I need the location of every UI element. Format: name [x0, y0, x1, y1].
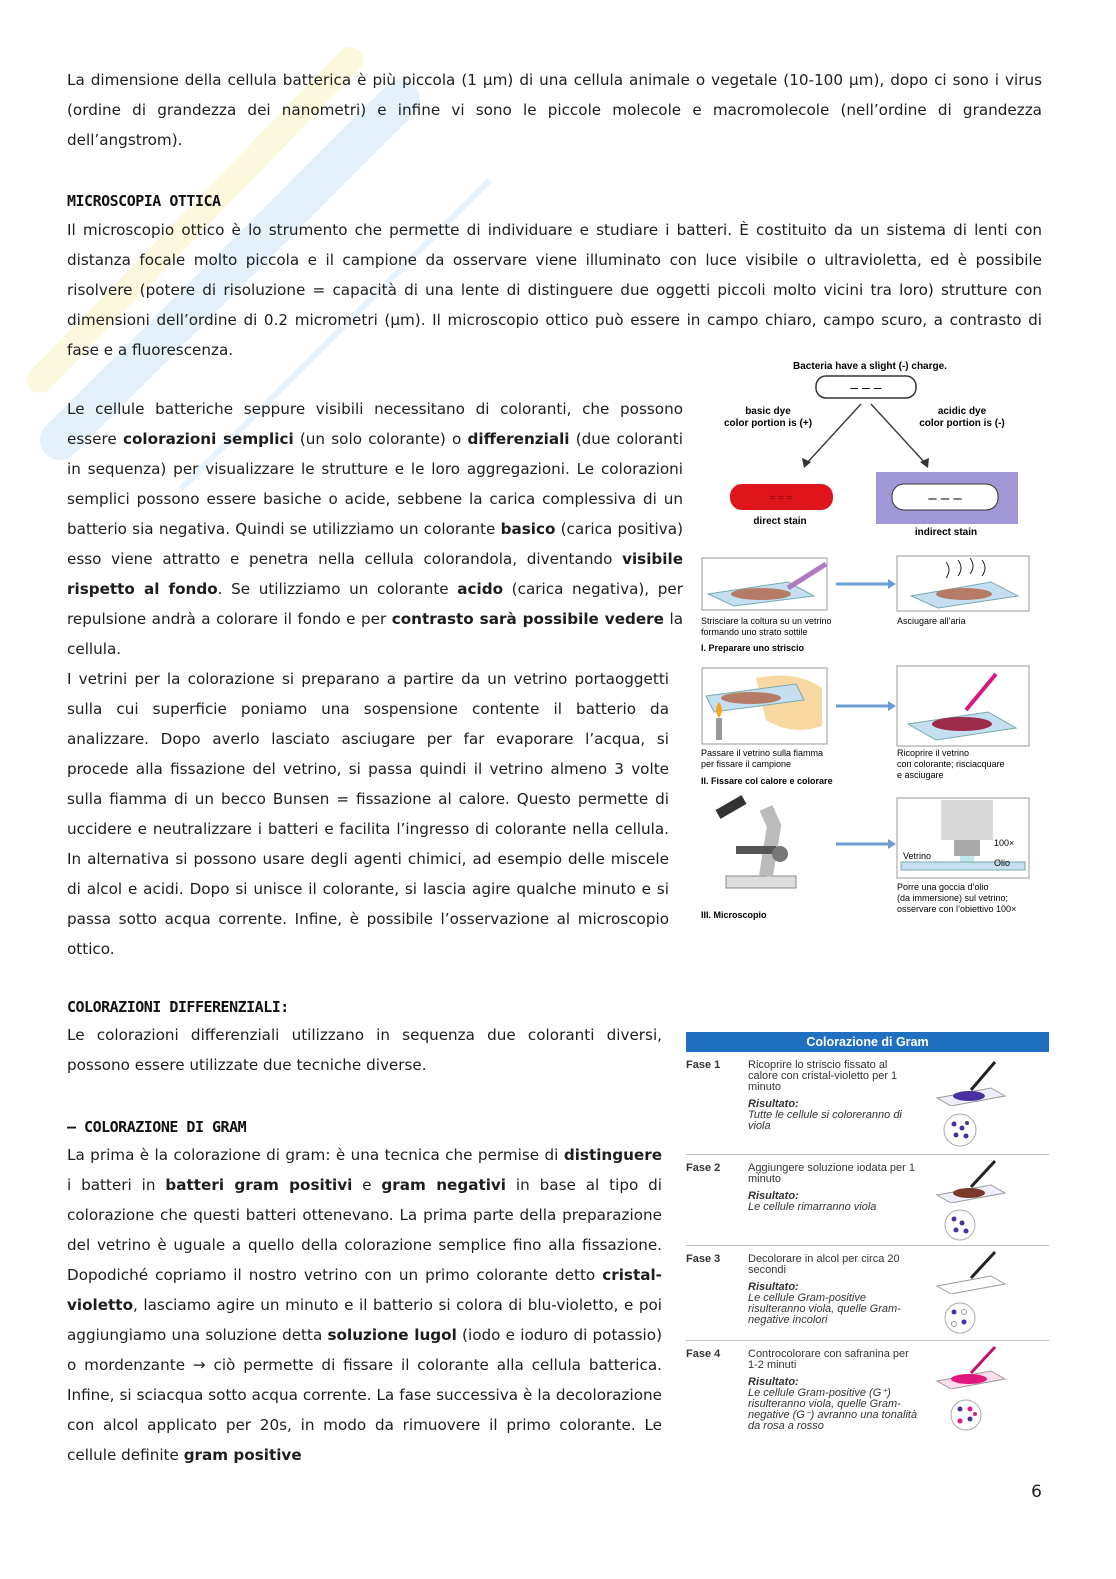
coloranti-paragraph: Le cellule batteriche seppure visibili necessitano di coloranti, che possono essere colorazioni semplici (un solo colorante) o differenziali (due coloranti in sequenza) per visualizzare le strutture e le loro aggregazioni. Le colorazioni semplici possono essere basiche o acide, sebbene la carica complessiva di un batterio sia negativa. Quindi se utilizziamo un colorante basico (carica positiva) esso viene attratto e penetra nella cellula colorandola, diventando visibile rispetto al fondo. Se utilizziamo un colorante acido (carica negativa), per repulsione andrà a colorare il fondo e per contrasto sarà possibile vedere la cellula. — [67, 400, 683, 658]
svg-text:e asciugare: e asciugare — [897, 770, 944, 780]
vetrini-paragraph: I vetrini per la colorazione si preparano a partire da un vetrino portaoggetti sulla cui superficie poniamo una sospensione contente il batterio da analizzare. Dopo averlo lasciato asciugare per far evaporare l’acqua, si procede alla fissazione del vetrino, si passa quindi il vetrino almeno 3 volte sulla fiamma di un becco Bunsen = fissazione al calore. Questo permette di uccidere e neutralizzare i batteri e facilita l’ingresso di colorante nella cellula. In alternativa si possono usare degli agenti chimici, ad esempio delle miscele di alcol e acidi. Dopo si unisce il colorante, si lascia agire qualche minuto e si passa sotto acqua corrente. Infine, è possibile l’osservazione al microscopio ottico. — [67, 670, 669, 958]
svg-text:basic dye: basic dye — [745, 406, 791, 417]
svg-text:acidic dye: acidic dye — [937, 406, 987, 417]
svg-text:color portion is (+): color portion is (+) — [723, 418, 813, 429]
svg-text:color portion is (-): color portion is (-) — [919, 418, 1005, 429]
svg-text:Ricoprire il vetrino: Ricoprire il vetrino — [897, 748, 970, 758]
svg-text:I. Preparare uno striscio: I. Preparare uno striscio — [701, 643, 805, 653]
svg-text:per fissare il campione: per fissare il campione — [701, 759, 792, 769]
gram-paragraph: La prima è la colorazione di gram: è una tecnica che permise di distinguere i batteri in batteri gram positivi e gram negativi in base al tipo di colorazione che questi batteri ottenevano. La prima parte della preparazione del vetrino è uguale a quello della colorazione semplice fino alla fissazione. Dopodiché copriamo il nostro vetrino con un primo colorante detto cristal-violetto, lasciamo agire un minuto e il batterio si colora di blu-violetto, e poi aggiungiamo una soluzione detta soluzione lugol (iodo e ioduro di potassio) o mordenzante → ciò permette di fissare il colorante alla cellula batterica. Infine, si sciacqua sotto acqua corrente. La fase successiva è la decolorazione con alcol applicato per 20s, in modo da rimuovere il primo colorante. Le cellule definite gram positive — [67, 1146, 662, 1464]
staining-figure — [696, 356, 1041, 926]
dropper-iodine-icon — [931, 1159, 1011, 1203]
svg-text:(da immersione) sul vetrino;: (da immersione) sul vetrino; — [897, 893, 1009, 903]
microscope-icon — [716, 795, 796, 888]
dropper-violet-icon — [931, 1058, 1011, 1106]
svg-text:formando uno strato sottile: formando uno strato sottile — [701, 627, 808, 637]
gram-row: Fase 4 Controcolorare con safranina per 1-2 minuti Risultato: Le cellule Gram-positive (G⁺) risulteranno viola, quelle Gram-negative (G⁻) avranno una tonalità da rosa a rosso — [686, 1341, 1049, 1451]
dropper-safranin-icon — [931, 1345, 1011, 1389]
svg-text:osservare con l’obiettivo 100×: osservare con l’obiettivo 100× — [897, 904, 1017, 914]
cells-pink-violet-icon — [942, 1397, 990, 1433]
svg-text:– – –: – – – — [850, 379, 882, 395]
differenziali-paragraph: Le colorazioni differenziali utilizzano in sequenza due coloranti diversi, possono essere utilizzate due tecniche diverse. — [67, 1026, 662, 1074]
cells-mixed-icon — [936, 1300, 984, 1336]
cells-violet-icon — [936, 1207, 984, 1243]
gram-row: Fase 3 Decolorare in alcol per circa 20 secondi Risultato: Le cellule Gram-positive risulteranno viola, quelle Gram-negative incolori — [686, 1246, 1049, 1341]
svg-text:Asciugare all’aria: Asciugare all’aria — [897, 616, 966, 626]
svg-text:indirect stain: indirect stain — [914, 527, 978, 538]
svg-text:100×: 100× — [994, 838, 1015, 848]
svg-text:Bacteria have a slight (-) cha: Bacteria have a slight (-) charge. — [793, 361, 947, 372]
section-title-gram: – COLORAZIONE DI GRAM — [67, 1118, 247, 1136]
gram-row: Fase 1 Ricoprire lo striscio fissato al calore con cristal-violetto per 1 minuto Risultato: Tutte le cellule si coloreranno di viola — [686, 1052, 1049, 1155]
svg-text:= = =: = = = — [769, 493, 793, 504]
page-number: 6 — [1031, 1482, 1042, 1502]
section-title-microscopia: MICROSCOPIA OTTICA — [67, 192, 221, 210]
gram-stain-table — [686, 1032, 1049, 1451]
svg-text:III. Microscopio: III. Microscopio — [701, 910, 767, 920]
dropper-alcohol-icon — [931, 1250, 1011, 1294]
svg-text:Vetrino: Vetrino — [903, 851, 932, 861]
gram-row: Fase 2 Aggiungere soluzione iodata per 1 minuto Risultato: Le cellule rimarranno viola — [686, 1155, 1049, 1246]
svg-text:direct stain: direct stain — [753, 516, 807, 527]
svg-text:II. Fissare col calore e color: II. Fissare col calore e colorare — [701, 776, 833, 786]
section-title-differenziali: COLORAZIONI DIFFERENZIALI: — [67, 998, 289, 1016]
svg-text:Passare il vetrino sulla fiamm: Passare il vetrino sulla fiamma — [701, 748, 824, 758]
microscopia-paragraph: Il microscopio ottico è lo strumento che permette di individuare e studiare i batteri. È costituito da un sistema di lenti con distanza focale molto piccola e il campione da osservare viene illuminato con luce visibile o ultravioletta, ed è possibile risolvere (potere di risoluzione = capacità di una lente di distinguere due oggetti piccoli molto vicini tra loro) strutture con dimensioni dell’ordine di 0.2 micrometri (µm). Il microscopio ottico può essere in campo chiaro, campo scuro, a contrasto di fase e a fluorescenza. — [67, 221, 1042, 359]
svg-text:Porre una goccia d’olio: Porre una goccia d’olio — [897, 882, 989, 892]
svg-text:Strisciare la coltura su un ve: Strisciare la coltura su un vetrino — [701, 616, 832, 626]
svg-text:con colorante; risciacquare: con colorante; risciacquare — [897, 759, 1005, 769]
svg-text:Olio: Olio — [994, 858, 1011, 868]
gram-table-header: Colorazione di Gram — [686, 1032, 1049, 1052]
cells-violet-icon — [936, 1112, 984, 1150]
intro-paragraph: La dimensione della cellula batterica è più piccola (1 µm) di una cellula animale o vegetale (10-100 µm), dopo ci sono i virus (ordine di grandezza dei nanometri) e infine vi sono le piccole molecole e macromolecole (nell’ordine di grandezza dell’angstrom). — [67, 71, 1042, 149]
svg-text:– – –: – – – — [928, 490, 962, 507]
